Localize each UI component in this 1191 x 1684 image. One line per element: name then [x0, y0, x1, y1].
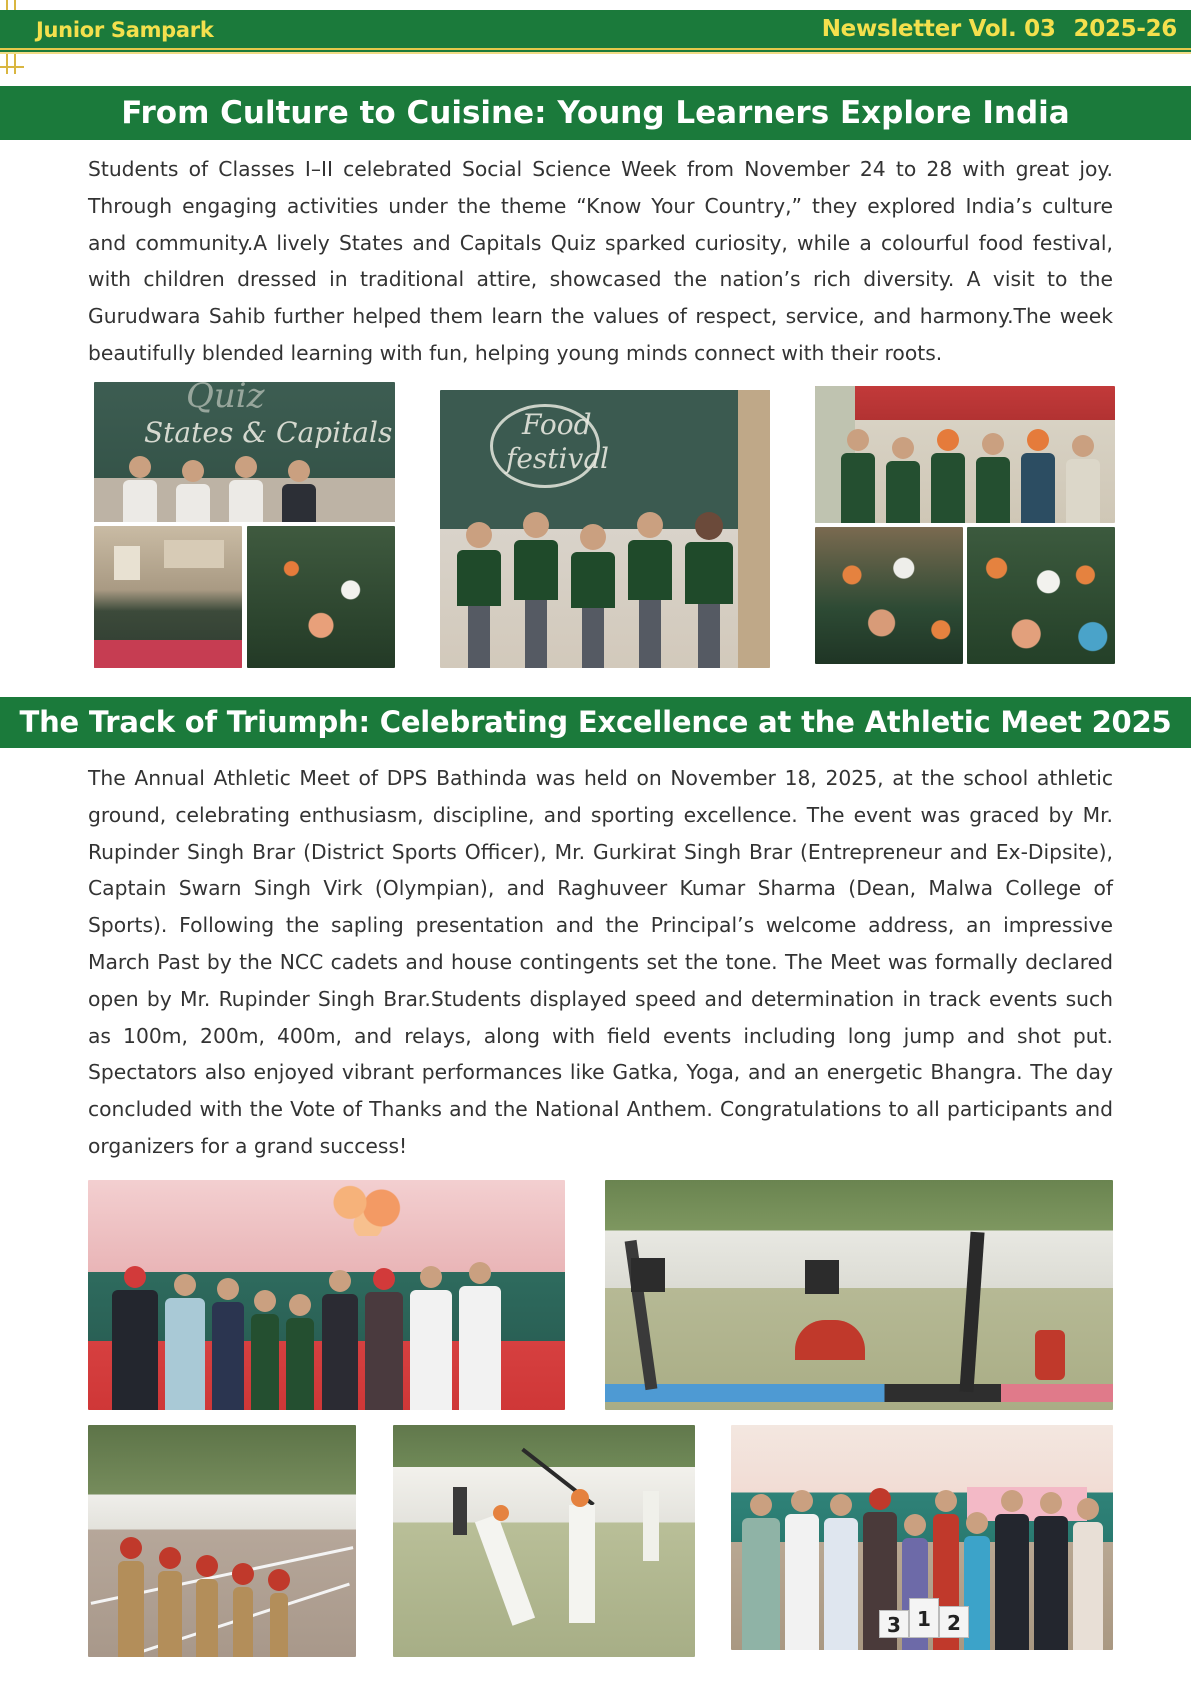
- board-text-quiz: Quiz: [186, 382, 265, 416]
- podium-first: 1: [909, 1598, 939, 1638]
- photo-march-past: [88, 1425, 356, 1657]
- board-text-states: States & Capitals: [144, 416, 393, 449]
- photo-yoga-performance: [605, 1180, 1113, 1410]
- photo-class-group: [815, 386, 1115, 523]
- board-text-festival: festival: [506, 442, 609, 475]
- volume-label: Newsletter Vol. 03: [821, 16, 1056, 42]
- photo-quiz-board: [94, 382, 395, 522]
- board-text-food: Food: [522, 408, 592, 441]
- podium-blocks: [879, 1598, 969, 1638]
- section1-title: From Culture to Cuisine: Young Learners Explore India: [0, 86, 1191, 140]
- section2-body: The Annual Athletic Meet of DPS Bathinda was held on November 18, 2025, at the school athletic ground, celebrating enthusiasm, discipline, and sporting excellence. The event was graced by Mr. Rupinder Singh Brar (District Sports Officer), Mr. Gurkirat Singh Brar (Entrepreneur and Ex-Dipsite), Captain Swarn Singh Virk (Olympian), and Raghuveer Kumar Sharma (Dean, Malwa College of Sports). Following the sapling presentation and the Principal’s welcome address, an impressive March Past by the NCC cadets and house contingents set the tone. The Meet was formally declared open by Mr. Rupinder Singh Brar.Students displayed speed and determination in track events such as 100m, 200m, 400m, and relays, along with field events including long jump and shot put. Spectators also enjoyed vibrant performances like Gatka, Yoga, and an energetic Bhangra. The day concluded with the Vote of Thanks and the National Anthem. Congratulations to all participants and organizers for a grand success!: [88, 766, 1113, 1158]
- newsletter-brand: Junior Sampark: [36, 18, 214, 42]
- top-banner: [0, 10, 1191, 54]
- newsletter-volume: [822, 16, 1177, 42]
- podium-third: 3: [879, 1610, 909, 1638]
- photo-gurudwara-hall: [94, 526, 242, 668]
- photo-food-festival: [440, 390, 770, 668]
- photo-gurudwara-kids: [247, 526, 395, 668]
- photo-chief-guests: [88, 1180, 565, 1410]
- session-label: 2025-26: [1073, 16, 1177, 42]
- podium-second: 2: [939, 1606, 969, 1638]
- photo-bus-kids: [815, 527, 963, 664]
- section1-body: Students of Classes I–II celebrated Social Science Week from November 24 to 28 with great joy. Through engaging activities under the theme “Know Your Country,” they explored India’s culture and community.A lively States and Capitals Quiz sparked curiosity, while a colourful food festival, with children dressed in traditional attire, showcased the nation’s rich diversity. A visit to the Gurudwara Sahib further helped them learn the values of respect, service, and harmony.The week beautifully blended learning with fun, helping young minds connect with their roots.: [88, 157, 1113, 365]
- photo-prize-podium: [731, 1425, 1113, 1650]
- photo-turban-kids: [967, 527, 1115, 664]
- photo-gatka-performance: [393, 1425, 695, 1657]
- section2-title: The Track of Triumph: Celebrating Excellence at the Athletic Meet 2025: [0, 697, 1191, 748]
